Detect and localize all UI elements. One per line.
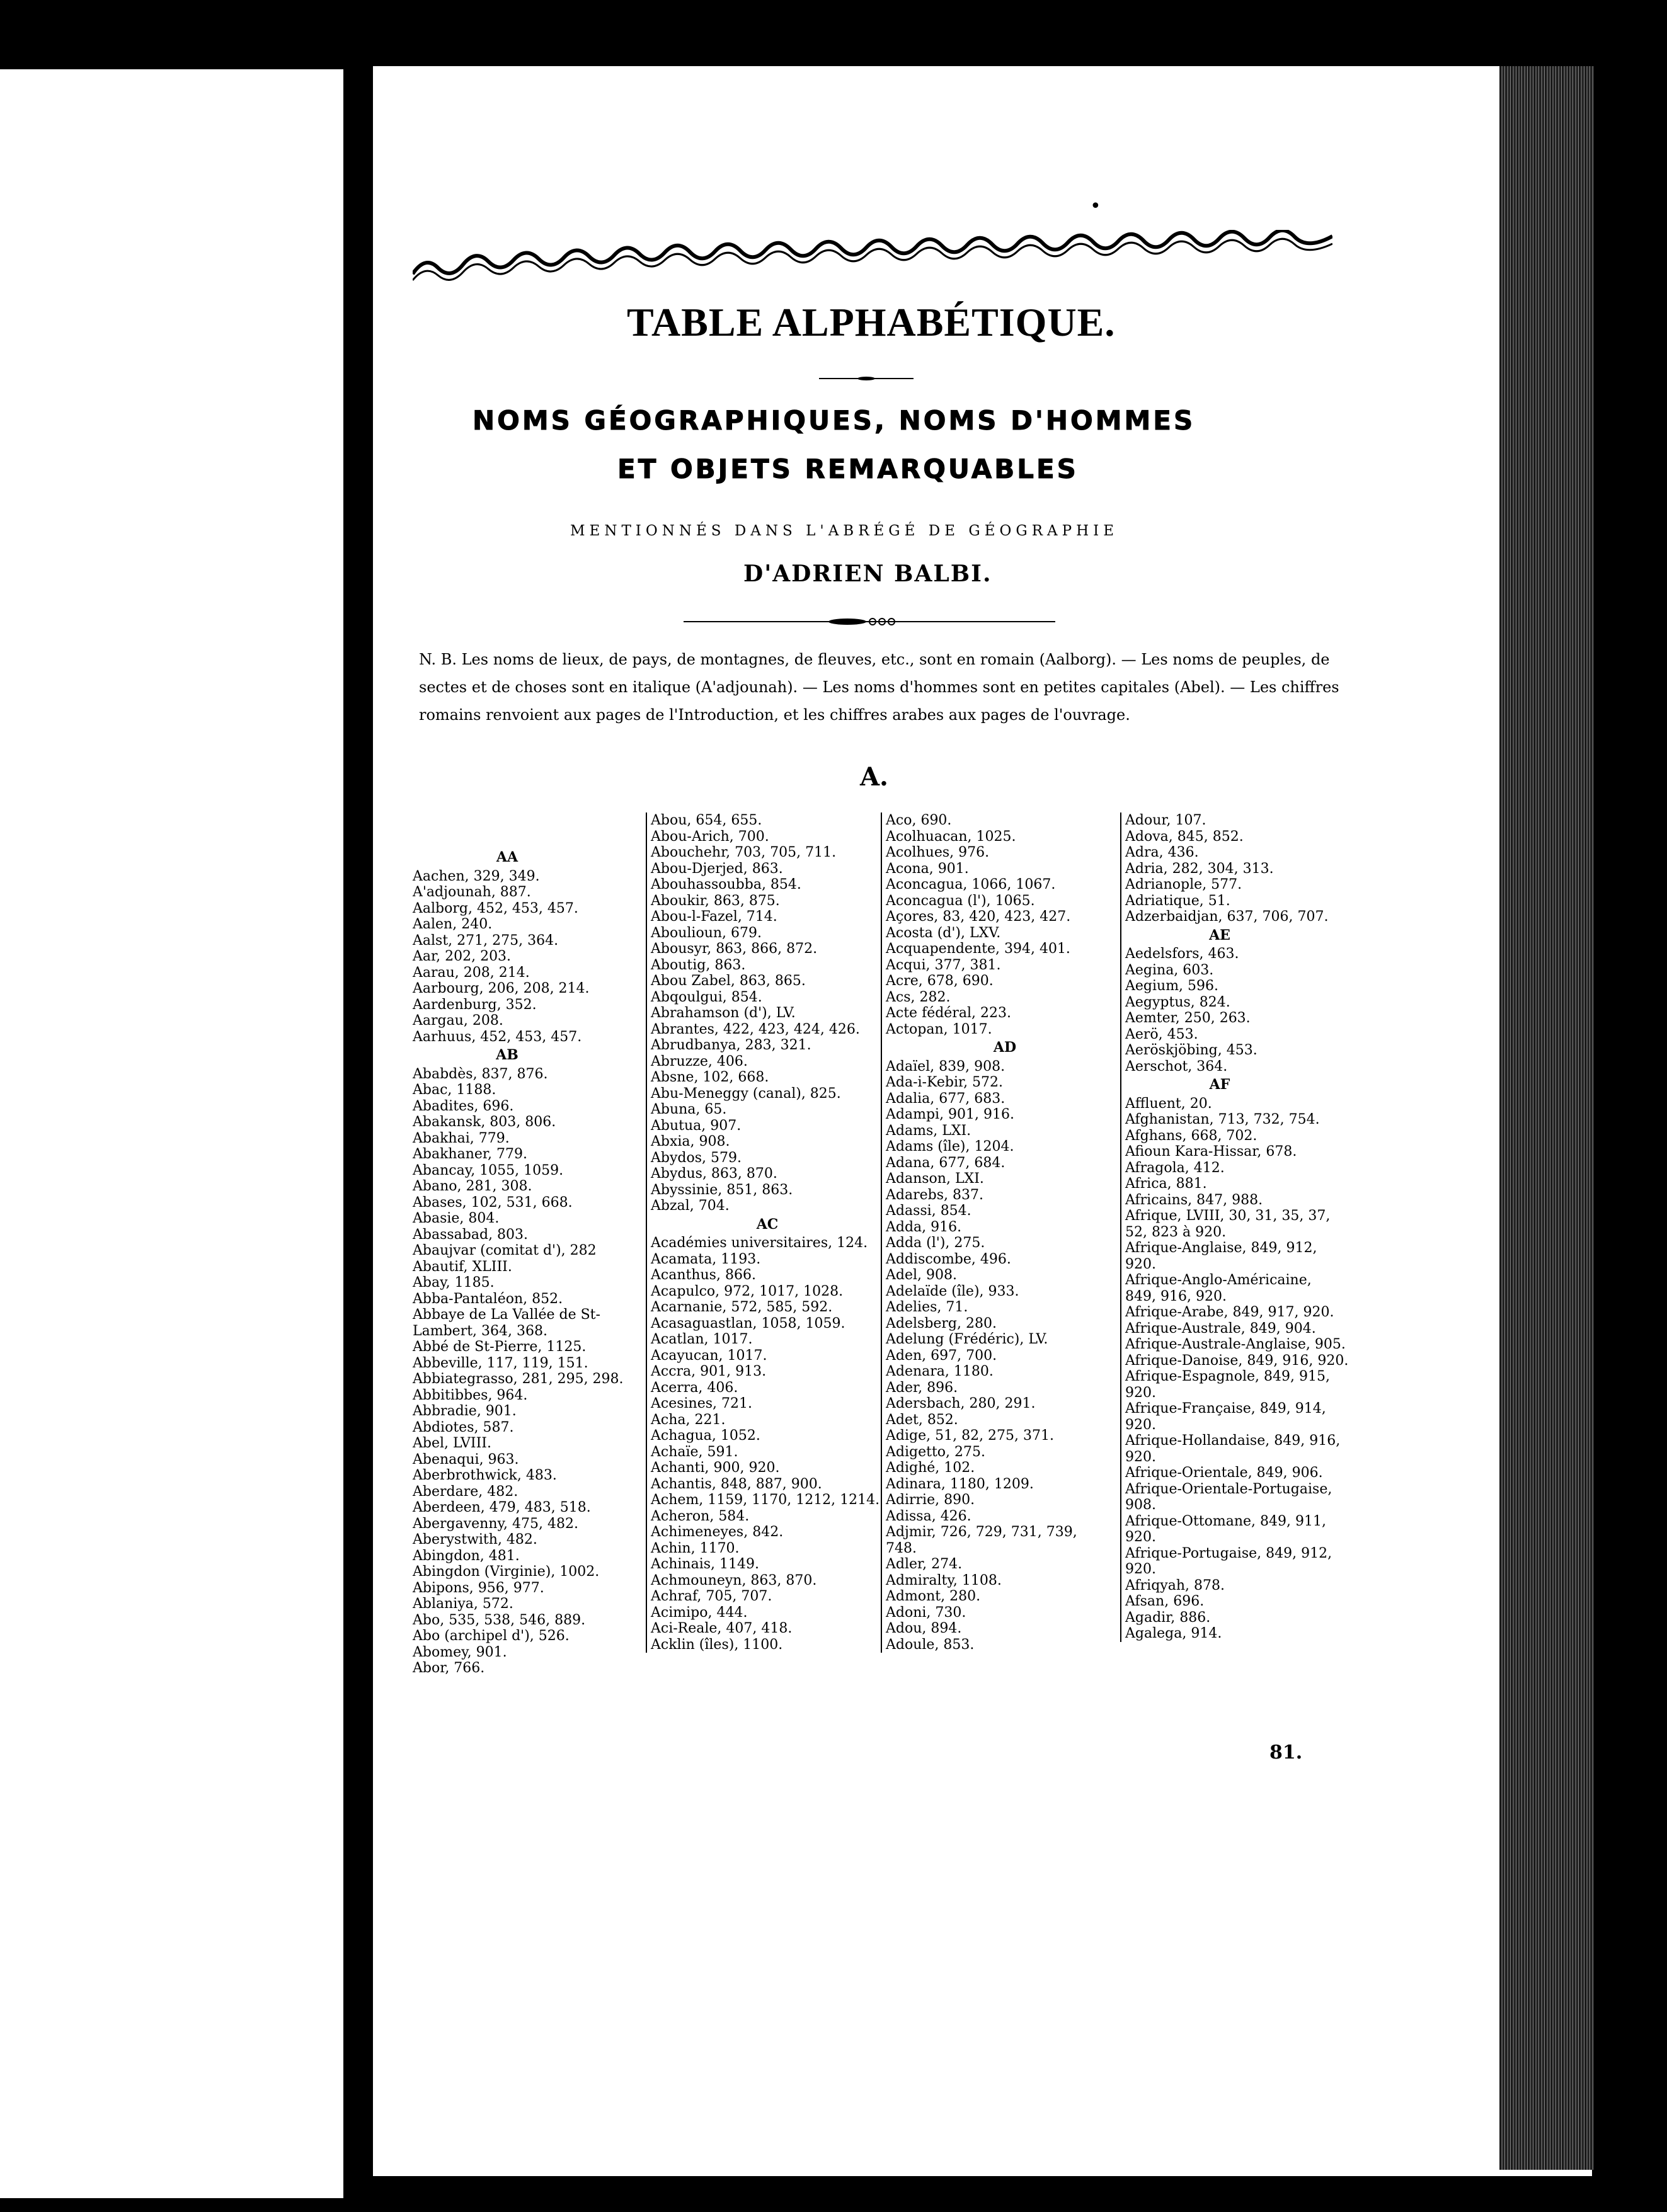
index-entry: Ablaniya, 572. [413, 1596, 513, 1612]
index-entry: Abrantes, 422, 423, 424, 426. [651, 1021, 860, 1037]
index-entry: Achanti, 900, 920. [651, 1460, 780, 1476]
index-column-4 [1120, 812, 1365, 1642]
index-entry: Abrudbanya, 283, 321. [651, 1037, 811, 1053]
note-line: romains renvoient aux pages de l'Introduction, et les chiffres arabes aux pages de l'ouvrage. [419, 706, 1130, 724]
index-entry: Aboukir, 863, 875. [651, 892, 780, 909]
index-entry: Achraf, 705, 707. [651, 1588, 772, 1604]
index-entry: Agalega, 914. [1125, 1626, 1222, 1641]
index-entry: Afrique-Arabe, 849, 917, 920. [1125, 1304, 1334, 1320]
index-entry: Achagua, 1052. [651, 1428, 760, 1444]
index-entry: Abay, 1185. [413, 1275, 495, 1291]
index-entry: Afioun Kara-Hissar, 678. [1125, 1144, 1297, 1160]
index-entry: Afrique-Portugaise, 849, 912, [1125, 1545, 1332, 1561]
index-entry: Adelies, 71. [886, 1299, 968, 1315]
index-entry: Acasaguastlan, 1058, 1059. [651, 1315, 845, 1331]
index-entry: Académies universitaires, 124. [651, 1235, 868, 1251]
index-entry: Abasie, 804. [413, 1211, 500, 1226]
index-entry: Acha, 221. [651, 1411, 726, 1428]
index-entry: Abano, 281, 308. [413, 1178, 532, 1194]
index-entry: Adet, 852. [886, 1411, 958, 1428]
page-edge [1499, 66, 1594, 2170]
index-entry: Acheron, 584. [651, 1508, 750, 1524]
index-entry: Absne, 102, 668. [651, 1069, 769, 1085]
index-entry: 908. [1125, 1497, 1156, 1513]
index-entry: Aedelsfors, 463. [1125, 946, 1239, 962]
index-entry: Adrianople, 577. [1125, 877, 1242, 892]
index-entry: Aci-Reale, 407, 418. [651, 1621, 793, 1636]
index-entry: Abakhai, 779. [413, 1130, 510, 1146]
index-entry: 748. [886, 1540, 917, 1556]
index-entry: Adour, 107. [1125, 812, 1206, 828]
index-entry: Abou Zabel, 863, 865. [651, 973, 806, 989]
index-section-heading: AF [1209, 1076, 1230, 1093]
index-entry: Acs, 282. [886, 989, 951, 1005]
index-entry: Aalen, 240. [413, 916, 493, 932]
ink-dot: • [1090, 195, 1101, 217]
index-entry: Abautif, XLIII. [413, 1258, 512, 1275]
index-entry: Adirrie, 890. [886, 1492, 975, 1508]
index-entry: Aeröskjöbing, 453. [1125, 1042, 1257, 1058]
index-entry: Abbradie, 901. [413, 1403, 517, 1419]
index-entry: Adova, 845, 852. [1125, 828, 1244, 845]
index-entry: Adoni, 730. [886, 1604, 966, 1621]
index-entry: Afrique-Hollandaise, 849, 916, [1125, 1433, 1341, 1449]
index-entry: Aemter, 250, 263. [1125, 1010, 1251, 1026]
index-entry: Africains, 847, 988. [1125, 1192, 1263, 1208]
index-entry: Acatlan, 1017. [651, 1331, 753, 1347]
index-entry: Ababdès, 837, 876. [413, 1066, 548, 1082]
index-entry: Acayucan, 1017. [651, 1347, 767, 1364]
index-entry: Abqoulgui, 854. [651, 989, 762, 1005]
index-entry: Agadir, 886. [1125, 1609, 1211, 1626]
index-entry: Aerschot, 364. [1125, 1058, 1228, 1075]
index-entry: Aargau, 208. [413, 1013, 503, 1029]
index-entry: Achinais, 1149. [651, 1556, 759, 1572]
index-entry: Aberdeen, 479, 483, 518. [413, 1500, 591, 1515]
page-title: TABLE ALPHABÉTIQUE. [627, 300, 1116, 345]
index-entry: Afragola, 412. [1125, 1160, 1225, 1176]
index-entry: Achantis, 848, 887, 900. [651, 1476, 822, 1492]
index-entry: Aberystwith, 482. [413, 1532, 537, 1548]
index-entry: Abdiotes, 587. [413, 1419, 514, 1435]
index-entry: Afrique-Australe-Anglaise, 905. [1125, 1337, 1346, 1352]
index-entry: Abbé de St-Pierre, 1125. [413, 1339, 587, 1355]
index-entry: Abbitibbes, 964. [413, 1387, 528, 1403]
index-entry: Acquapendente, 394, 401. [886, 941, 1070, 957]
page-number: 81. [1269, 1742, 1303, 1764]
index-entry: Abrahamson (d'), LV. [651, 1005, 796, 1021]
index-column-2 [646, 812, 884, 1653]
index-entry: Affluent, 20. [1125, 1095, 1212, 1112]
index-entry: Aco, 690. [886, 812, 952, 828]
index-entry: Abakhaner, 779. [413, 1146, 527, 1162]
index-entry: Abo (archipel d'), 526. [413, 1628, 570, 1644]
index-entry: Aalborg, 452, 453, 457. [413, 900, 578, 916]
index-entry: Acklin (îles), 1100. [651, 1636, 783, 1653]
index-entry: Adelaïde (île), 933. [886, 1283, 1019, 1299]
index-entry: Abou-Djerjed, 863. [651, 860, 783, 877]
index-entry: Abaujvar (comitat d'), 282 [413, 1243, 597, 1258]
index-entry: Admiralty, 1108. [886, 1572, 1002, 1588]
index-entry: Aconcagua, 1066, 1067. [886, 877, 1056, 892]
index-entry: Achem, 1159, 1170, 1212, 1214. [651, 1492, 880, 1508]
index-entry: Ada-i-Kebir, 572. [886, 1075, 1004, 1090]
index-entry: Adanson, LXI. [886, 1171, 984, 1187]
index-entry: Abou-l-Fazel, 714. [651, 909, 777, 925]
index-section-heading: AC [756, 1216, 779, 1233]
index-section-heading: AE [1209, 926, 1230, 944]
index-entry: Abases, 102, 531, 668. [413, 1194, 573, 1211]
index-entry: Admont, 280. [886, 1588, 981, 1604]
index-entry: Aboulioun, 679. [651, 925, 762, 941]
index-entry: Abouchehr, 703, 705, 711. [651, 845, 837, 860]
index-entry: Acimipo, 444. [651, 1604, 748, 1621]
index-entry: Abingdon (Virginie), 1002. [413, 1564, 600, 1580]
index-entry: Afrique-Espagnole, 849, 915, [1125, 1369, 1330, 1384]
index-entry: Abel, LVIII. [413, 1435, 491, 1451]
index-entry: Abbaye de La Vallée de St- [413, 1307, 600, 1323]
index-entry: Abadites, 696. [413, 1098, 514, 1114]
index-entry: Afrique-Australe, 849, 904. [1125, 1320, 1316, 1337]
index-entry: Adassi, 854. [886, 1203, 971, 1219]
index-entry: Adige, 51, 82, 275, 371. [886, 1428, 1055, 1444]
index-entry: Adria, 282, 304, 313. [1125, 860, 1274, 877]
index-entry: Acarnanie, 572, 585, 592. [651, 1299, 833, 1315]
index-entry: Afsan, 696. [1125, 1593, 1205, 1609]
heading-line-2: ET OBJETS REMARQUABLES [617, 453, 1079, 484]
index-entry: 920. [1125, 1417, 1156, 1433]
note-line: N. B. Les noms de lieux, de pays, de montagnes, de fleuves, etc., sont en romain (Aalborg). — Les noms de peuples, de [419, 651, 1330, 668]
index-entry: 849, 916, 920. [1125, 1288, 1227, 1304]
index-entry: Abruzze, 406. [651, 1053, 748, 1069]
index-entry: Ader, 896. [886, 1379, 958, 1396]
index-entry: Adda, 916. [886, 1219, 962, 1235]
index-entry: Adra, 436. [1125, 845, 1199, 860]
index-entry: Aegium, 596. [1125, 978, 1219, 994]
index-entry: Adelung (Frédéric), LV. [886, 1331, 1048, 1347]
index-entry: Abergavenny, 475, 482. [413, 1515, 578, 1532]
index-entry: Achaïe, 591. [651, 1444, 738, 1460]
index-entry: Adenara, 1180. [886, 1364, 994, 1379]
index-entry: Adler, 274. [886, 1556, 963, 1572]
index-entry: Aegina, 603. [1125, 962, 1214, 978]
index-entry: Aberbrothwick, 483. [413, 1468, 557, 1483]
index-entry: Abipons, 956, 977. [413, 1580, 544, 1596]
index-entry: Acte fédéral, 223. [886, 1005, 1011, 1021]
note-block [419, 646, 1339, 729]
index-entry: Afrique-Anglo-Américaine, [1125, 1272, 1312, 1288]
index-entry: 920. [1125, 1256, 1156, 1272]
index-entry: Adalia, 677, 683. [886, 1090, 1005, 1107]
index-entry: Adjmir, 726, 729, 731, 739, [886, 1524, 1077, 1540]
index-entry: Adarebs, 837. [886, 1187, 983, 1203]
index-entry: Adou, 894. [886, 1621, 962, 1636]
small-rule [819, 377, 914, 380]
index-entry: Adams (île), 1204. [886, 1139, 1014, 1154]
index-entry: Adissa, 426. [886, 1508, 971, 1524]
index-entry: Abor, 766. [413, 1660, 485, 1676]
index-entry: Abakansk, 803, 806. [413, 1114, 556, 1130]
index-entry: Abingdon, 481. [413, 1548, 520, 1564]
index-entry: Afrique-Danoise, 849, 916, 920. [1125, 1352, 1349, 1369]
index-entry: Adel, 908. [886, 1267, 957, 1283]
index-entry: Abu-Meneggy (canal), 825. [651, 1085, 841, 1102]
index-entry: Abxia, 908. [651, 1134, 730, 1149]
index-entry: Abancay, 1055, 1059. [413, 1162, 564, 1178]
index-entry: A'adjounah, 887. [413, 884, 531, 900]
index-entry: Aboutig, 863. [651, 957, 746, 973]
index-entry: Abba-Pantaléon, 852. [413, 1291, 563, 1307]
index-entry: Abuna, 65. [651, 1102, 727, 1117]
index-entry: Aberdare, 482. [413, 1483, 518, 1500]
index-entry: Abo, 535, 538, 546, 889. [413, 1612, 586, 1628]
index-entry: Adriatique, 51. [1125, 892, 1230, 909]
index-entry: Acona, 901. [886, 860, 969, 877]
index-entry: Acamata, 1193. [651, 1251, 761, 1267]
decorative-rule [684, 617, 1055, 626]
index-entry: Abouhassoubba, 854. [651, 877, 801, 892]
index-entry: Aardenburg, 352. [413, 996, 537, 1013]
index-entry: Accra, 901, 913. [651, 1364, 767, 1379]
index-entry: Adoule, 853. [886, 1636, 975, 1653]
author-line: D'ADRIEN BALBI. [743, 561, 992, 587]
index-entry: Adighé, 102. [886, 1460, 975, 1476]
index-entry: Adigetto, 275. [886, 1444, 986, 1460]
index-entry: Aalst, 271, 275, 364. [413, 932, 559, 949]
index-section-heading: AD [993, 1039, 1017, 1056]
index-entry: Afrique-Anglaise, 849, 912, [1125, 1240, 1317, 1256]
index-entry: Adampi, 901, 916. [886, 1107, 1015, 1122]
index-entry: Aachen, 329, 349. [413, 868, 540, 884]
index-entry: Adersbach, 280, 291. [886, 1396, 1036, 1411]
index-entry: Abousyr, 863, 866, 872. [651, 941, 818, 957]
index-entry: Abydos, 579. [651, 1149, 742, 1166]
index-column-1 [413, 847, 639, 1677]
index-entry: 920. [1125, 1384, 1156, 1401]
index-entry: Addiscombe, 496. [886, 1251, 1011, 1267]
ornamental-border [413, 230, 1332, 287]
heading-line-1: NOMS GÉOGRAPHIQUES, NOMS D'HOMMES [473, 405, 1196, 436]
index-entry: Adinara, 1180, 1209. [886, 1476, 1034, 1492]
index-entry: Acesines, 721. [651, 1396, 753, 1411]
index-entry: Aarbourg, 206, 208, 214. [413, 981, 590, 996]
index-entry: Acanthus, 866. [651, 1267, 756, 1283]
index-entry: Abac, 1188. [413, 1082, 496, 1098]
index-entry: Aden, 697, 700. [886, 1347, 997, 1364]
index-entry: Acre, 678, 690. [886, 973, 994, 989]
index-column-3 [881, 812, 1124, 1653]
index-entry: Adams, LXI. [886, 1122, 971, 1139]
index-entry: 920. [1125, 1529, 1156, 1545]
index-entry: Açores, 83, 420, 423, 427. [886, 909, 1071, 925]
index-entry: Achmouneyn, 863, 870. [651, 1572, 817, 1588]
index-entry: Abzal, 704. [651, 1198, 730, 1214]
index-entry: Adana, 677, 684. [886, 1154, 1005, 1171]
index-entry: Lambert, 364, 368. [413, 1323, 547, 1339]
index-entry: Abou, 654, 655. [651, 812, 762, 828]
index-entry: Adelsberg, 280. [886, 1315, 997, 1331]
index-entry: Abbiategrasso, 281, 295, 298. [413, 1371, 624, 1387]
index-entry: Aarau, 208, 214. [413, 964, 530, 981]
index-entry: Abassabad, 803. [413, 1226, 529, 1243]
index-entry: Afrique-Ottomane, 849, 911, [1125, 1513, 1326, 1529]
index-entry: Acapulco, 972, 1017, 1028. [651, 1283, 844, 1299]
index-entry: Adda (l'), 275. [886, 1235, 985, 1251]
index-entry: Abomey, 901. [413, 1644, 507, 1660]
index-entry: Abyssinie, 851, 863. [651, 1182, 793, 1198]
index-entry: Abydus, 863, 870. [651, 1166, 777, 1182]
index-entry: Achin, 1170. [651, 1540, 740, 1556]
index-entry: Abbeville, 117, 119, 151. [413, 1355, 588, 1371]
index-entry: Africa, 881. [1125, 1176, 1207, 1192]
index-entry: Aegyptus, 824. [1125, 994, 1230, 1010]
index-entry: Afghans, 668, 702. [1125, 1127, 1257, 1144]
index-entry: Abutua, 907. [651, 1117, 742, 1134]
index-entry: 920. [1125, 1449, 1156, 1465]
index-entry: Afghanistan, 713, 732, 754. [1125, 1112, 1320, 1127]
note-line: sectes et de choses sont en italique (A'adjounah). — Les noms d'hommes sont en petites capitales (Abel). — Les chiffres [419, 678, 1339, 696]
left-page [0, 69, 343, 2198]
index-entry: Aconcagua (l'), 1065. [886, 892, 1035, 909]
index-entry: Afrique-Orientale, 849, 906. [1125, 1465, 1323, 1481]
index-entry: Aerö, 453. [1125, 1026, 1198, 1042]
index-entry: Acosta (d'), LXV. [886, 925, 1001, 941]
index-section-heading: AB [496, 1047, 518, 1063]
index-entry: Afrique-Orientale-Portugaise, [1125, 1481, 1332, 1497]
index-entry: Aarhuus, 452, 453, 457. [413, 1029, 582, 1045]
index-entry: Afrique, LVIII, 30, 31, 35, 37, [1125, 1208, 1331, 1224]
index-entry: Acerra, 406. [651, 1379, 738, 1396]
index-entry: Achimeneyes, 842. [651, 1524, 784, 1540]
index-entry: Adaïel, 839, 908. [886, 1058, 1005, 1075]
section-letter: A. [860, 762, 888, 792]
index-entry: Aar, 202, 203. [413, 949, 512, 964]
subtitle-mentions: MENTIONNÉS DANS L'ABRÉGÉ DE GÉOGRAPHIE [570, 523, 1119, 539]
index-section-heading: AA [496, 849, 518, 865]
index-entry: Acolhues, 976. [886, 845, 990, 860]
index-entry: Acolhuacan, 1025. [886, 828, 1016, 845]
index-entry: 52, 823 à 920. [1125, 1224, 1227, 1240]
index-entry: Acqui, 377, 381. [886, 957, 1001, 973]
index-entry: 920. [1125, 1561, 1156, 1577]
index-entry: Abenaqui, 963. [413, 1451, 519, 1468]
index-entry: Afrique-Française, 849, 914, [1125, 1401, 1326, 1417]
index-entry: Afriqyah, 878. [1125, 1577, 1225, 1593]
index-entry: Abou-Arich, 700. [651, 828, 769, 845]
index-entry: Adzerbaidjan, 637, 706, 707. [1125, 909, 1329, 925]
index-entry: Actopan, 1017. [886, 1021, 992, 1037]
